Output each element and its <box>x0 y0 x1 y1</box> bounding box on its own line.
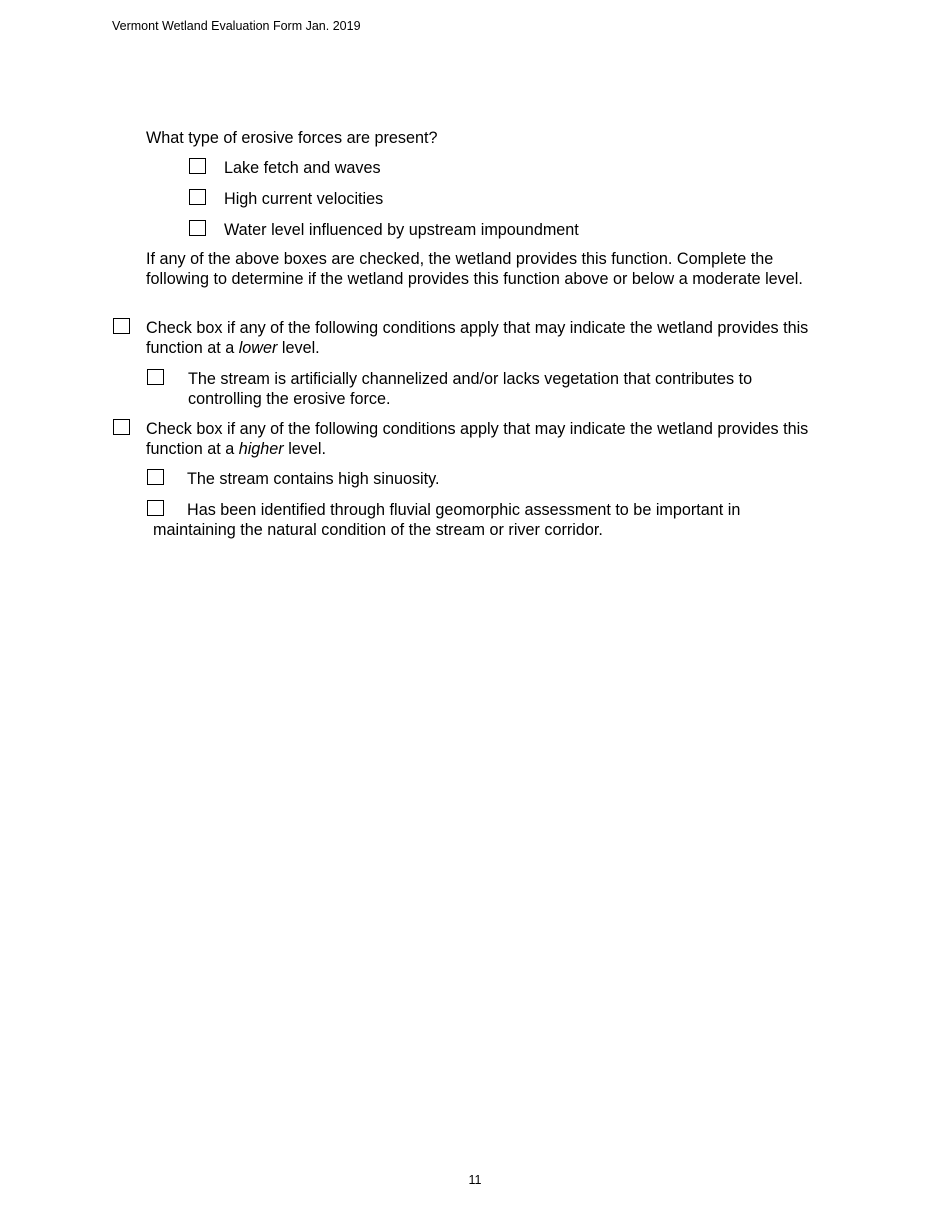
lower-level-checkbox[interactable] <box>113 318 130 334</box>
channelized-stream-label: The stream is artificially channelized and/or lacks vegetation that contributes to controlling the erosive force. <box>188 370 753 408</box>
option-high-current-checkbox[interactable] <box>189 189 206 205</box>
lower-level-emphasis: lower <box>238 339 278 357</box>
lower-level-statement <box>146 318 826 358</box>
channelized-stream-checkbox[interactable] <box>147 369 164 385</box>
form-header-title: Vermont Wetland Evaluation Form Jan. 2019 <box>112 19 361 33</box>
page-number: 11 <box>468 1173 482 1187</box>
erosive-forces-question: What type of erosive forces are present? <box>146 129 438 147</box>
option-high-current-label: High current velocities <box>224 190 384 208</box>
high-sinuosity-label: The stream contains high sinuosity. <box>187 470 440 488</box>
option-water-level-checkbox[interactable] <box>189 220 206 236</box>
higher-level-statement <box>146 419 826 459</box>
higher-level-emphasis: higher <box>238 440 284 458</box>
option-water-level-label: Water level influenced by upstream impoundment <box>224 221 579 239</box>
function-instruction-paragraph: If any of the above boxes are checked, the wetland provides this function. Complete the following to determine if the wetland provides this function above or below a moderate level. <box>146 250 803 288</box>
higher-level-checkbox[interactable] <box>113 419 130 435</box>
higher-level-text-before: Check box if any of the following conditions apply that may indicate the wetland provides this function at a <box>146 420 809 458</box>
higher-level-text-after: level. <box>283 440 326 458</box>
high-sinuosity-checkbox[interactable] <box>147 469 164 485</box>
lower-level-text-after: level. <box>277 339 320 357</box>
lower-level-text-before: Check box if any of the following conditions apply that may indicate the wetland provides this function at a <box>146 319 809 357</box>
fluvial-assessment-label: Has been identified through fluvial geomorphic assessment to be important in maintaining the natural condition of the stream or river corridor. <box>153 501 741 539</box>
option-lake-fetch-label: Lake fetch and waves <box>224 159 381 177</box>
option-lake-fetch-checkbox[interactable] <box>189 158 206 174</box>
